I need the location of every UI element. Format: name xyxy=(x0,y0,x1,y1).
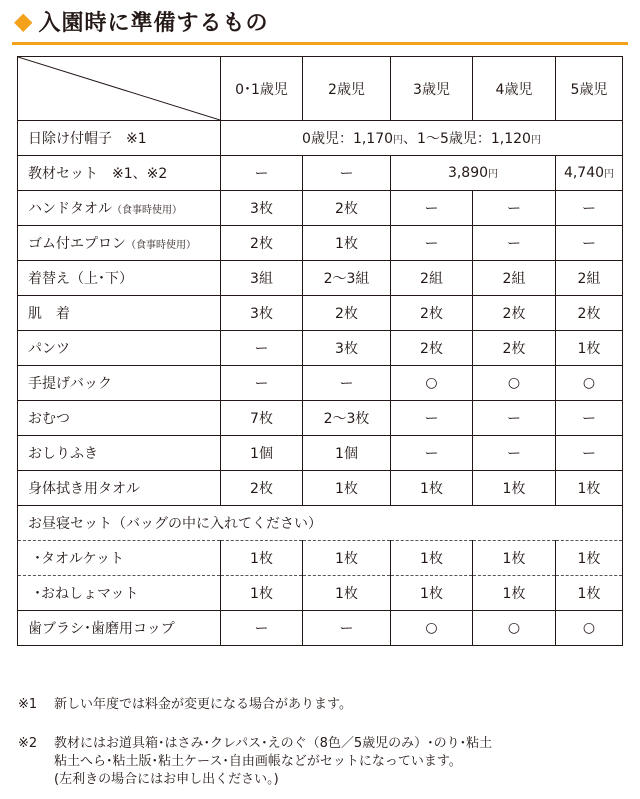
row-label: 着替え（上･下） xyxy=(18,261,221,296)
row-label: ･タオルケット xyxy=(18,541,221,576)
table-cell: 2枚 xyxy=(473,296,556,331)
table-cell: ○ xyxy=(391,366,473,401)
materials-price-5 xyxy=(556,156,623,191)
table-cell: 3枚 xyxy=(303,331,391,366)
table-row-diaper xyxy=(18,401,623,436)
price-infant: 0歳児：1,170 xyxy=(302,131,394,147)
table-cell: ー xyxy=(556,226,623,261)
supplies-table xyxy=(17,56,623,646)
table-cell: ー xyxy=(303,611,391,646)
table-cell: ー xyxy=(556,436,623,471)
table-row-toothbrush xyxy=(18,611,623,646)
table-cell: ○ xyxy=(391,611,473,646)
table-cell: ○ xyxy=(556,366,623,401)
table-cell: 2枚 xyxy=(303,296,391,331)
footnote-line: 新しい年度では料金が変更になる場合があります。 xyxy=(54,697,352,712)
table-cell: 1枚 xyxy=(556,576,623,611)
table-cell: ー xyxy=(221,611,303,646)
row-label: 手提げバック xyxy=(18,366,221,401)
diamond-icon: ◆ xyxy=(14,7,33,35)
table-cell: 1個 xyxy=(303,436,391,471)
row-label: 肌 着 xyxy=(18,296,221,331)
table-cell: 1個 xyxy=(221,436,303,471)
title-underline xyxy=(12,42,628,45)
table-cell: ー xyxy=(221,156,303,191)
table-cell: ー xyxy=(473,226,556,261)
table-row-materials xyxy=(18,156,623,191)
table-cell: ー xyxy=(473,401,556,436)
table-cell: 1枚 xyxy=(473,541,556,576)
table-row-change xyxy=(18,261,623,296)
price-older: 1〜5歳児：1,120 xyxy=(417,131,531,147)
price-unit: 円 xyxy=(488,169,499,180)
table-cell: 2組 xyxy=(556,261,623,296)
table-cell: 2〜3枚 xyxy=(303,401,391,436)
row-label-note: （食事時使用） xyxy=(126,240,196,251)
table-cell: ○ xyxy=(473,611,556,646)
table-header-row xyxy=(18,57,623,121)
table-cell: 1枚 xyxy=(221,576,303,611)
row-label: 身体拭き用タオル xyxy=(18,471,221,506)
row-label: 歯ブラシ･歯磨用コップ xyxy=(18,611,221,646)
table-cell: 1枚 xyxy=(556,331,623,366)
table-cell: 2組 xyxy=(391,261,473,296)
column-header: 3歳児 xyxy=(391,57,473,121)
section-label: お昼寝セット（バッグの中に入れてください） xyxy=(18,506,623,541)
row-label-text: ハンドタオル xyxy=(28,201,112,217)
price-value: 3,890 xyxy=(447,165,489,181)
footnote-1 xyxy=(18,696,618,714)
price-unit: 円 xyxy=(604,169,615,180)
table-row-hat xyxy=(18,121,623,156)
price-value: 4,740 xyxy=(563,165,605,181)
column-header: 5歳児 xyxy=(556,57,623,121)
table-cell: ー xyxy=(391,191,473,226)
table-cell: ー xyxy=(473,436,556,471)
table-cell: 1枚 xyxy=(556,471,623,506)
table-row-hand-towel xyxy=(18,191,623,226)
table-cell: ー xyxy=(473,191,556,226)
row-label xyxy=(18,191,221,226)
table-cell: 2枚 xyxy=(221,226,303,261)
table-cell: ○ xyxy=(556,611,623,646)
footnote-line: 粘土へら･粘土版･粘土ケース･自由画帳などがセットになっています。 xyxy=(54,754,462,769)
price-unit: 円 xyxy=(530,135,541,146)
table-row-nap-set xyxy=(18,506,623,541)
materials-price-3-4 xyxy=(391,156,556,191)
table-cell: 2枚 xyxy=(391,331,473,366)
table-cell: 3組 xyxy=(221,261,303,296)
table-row-underwear xyxy=(18,296,623,331)
row-label: 教材セット ※1、※2 xyxy=(18,156,221,191)
table-cell: ー xyxy=(303,366,391,401)
table-cell: 1枚 xyxy=(391,471,473,506)
table-cell: 3枚 xyxy=(221,296,303,331)
footnote-mark: ※1 xyxy=(18,697,38,712)
table-row-apron xyxy=(18,226,623,261)
table-cell: ー xyxy=(391,436,473,471)
row-label xyxy=(18,226,221,261)
table-row-mat xyxy=(18,576,623,611)
table-cell: 1枚 xyxy=(303,541,391,576)
table-cell: 1枚 xyxy=(473,471,556,506)
column-header: 0･1歳児 xyxy=(221,57,303,121)
table-cell: ○ xyxy=(473,366,556,401)
table-row-wipes xyxy=(18,436,623,471)
table-cell: 2枚 xyxy=(391,296,473,331)
table-cell: ー xyxy=(556,191,623,226)
table-cell: 1枚 xyxy=(303,471,391,506)
row-label: おむつ xyxy=(18,401,221,436)
table-cell: 1枚 xyxy=(391,576,473,611)
price-separator: 、 xyxy=(403,131,418,147)
row-label: おしりふき xyxy=(18,436,221,471)
hat-price-cell xyxy=(221,121,623,156)
footnote-body xyxy=(54,696,618,714)
page-title-block xyxy=(14,4,268,38)
footnote-line: (左利きの場合にはお申し出ください。) xyxy=(54,772,279,787)
footnote-2 xyxy=(18,735,618,789)
table-cell: ー xyxy=(556,401,623,436)
table-cell: ー xyxy=(391,401,473,436)
table-cell: 3枚 xyxy=(221,191,303,226)
footnotes xyxy=(18,696,618,789)
footnote-line: 教材にはお道具箱･はさみ･クレパス･えのぐ（8色／5歳児のみ）･のり･粘土 xyxy=(54,736,493,751)
table-cell: 2枚 xyxy=(303,191,391,226)
table-cell: ー xyxy=(221,366,303,401)
table-cell: 1枚 xyxy=(473,576,556,611)
table-cell: 2〜3組 xyxy=(303,261,391,296)
table-row-pants xyxy=(18,331,623,366)
table-cell: 1枚 xyxy=(303,576,391,611)
column-header: 4歳児 xyxy=(473,57,556,121)
table-cell: 1枚 xyxy=(221,541,303,576)
row-label: ･おねしょマット xyxy=(18,576,221,611)
table-cell: 7枚 xyxy=(221,401,303,436)
row-label: パンツ xyxy=(18,331,221,366)
table-cell: 1枚 xyxy=(391,541,473,576)
page-title: 入園時に準備するもの xyxy=(38,10,269,36)
row-label-note: （食事時使用） xyxy=(112,205,182,216)
table-cell: 2組 xyxy=(473,261,556,296)
table-cell: ー xyxy=(303,156,391,191)
row-label: 日除け付帽子 ※1 xyxy=(18,121,221,156)
table-row-blanket xyxy=(18,541,623,576)
row-label-text: ゴム付エプロン xyxy=(28,236,126,252)
table-cell: 2枚 xyxy=(556,296,623,331)
table-cell: 1枚 xyxy=(303,226,391,261)
column-header: 2歳児 xyxy=(303,57,391,121)
table-row-body-towel xyxy=(18,471,623,506)
table-cell: ー xyxy=(391,226,473,261)
price-unit: 円 xyxy=(393,135,404,146)
table-row-bag xyxy=(18,366,623,401)
table-cell: 2枚 xyxy=(221,471,303,506)
table-cell: 2枚 xyxy=(473,331,556,366)
header-corner-cell xyxy=(18,57,221,121)
footnote-body xyxy=(54,735,618,789)
table-cell: ー xyxy=(221,331,303,366)
diagonal-line xyxy=(18,57,220,120)
table-cell: 1枚 xyxy=(556,541,623,576)
footnote-mark: ※2 xyxy=(18,736,38,751)
